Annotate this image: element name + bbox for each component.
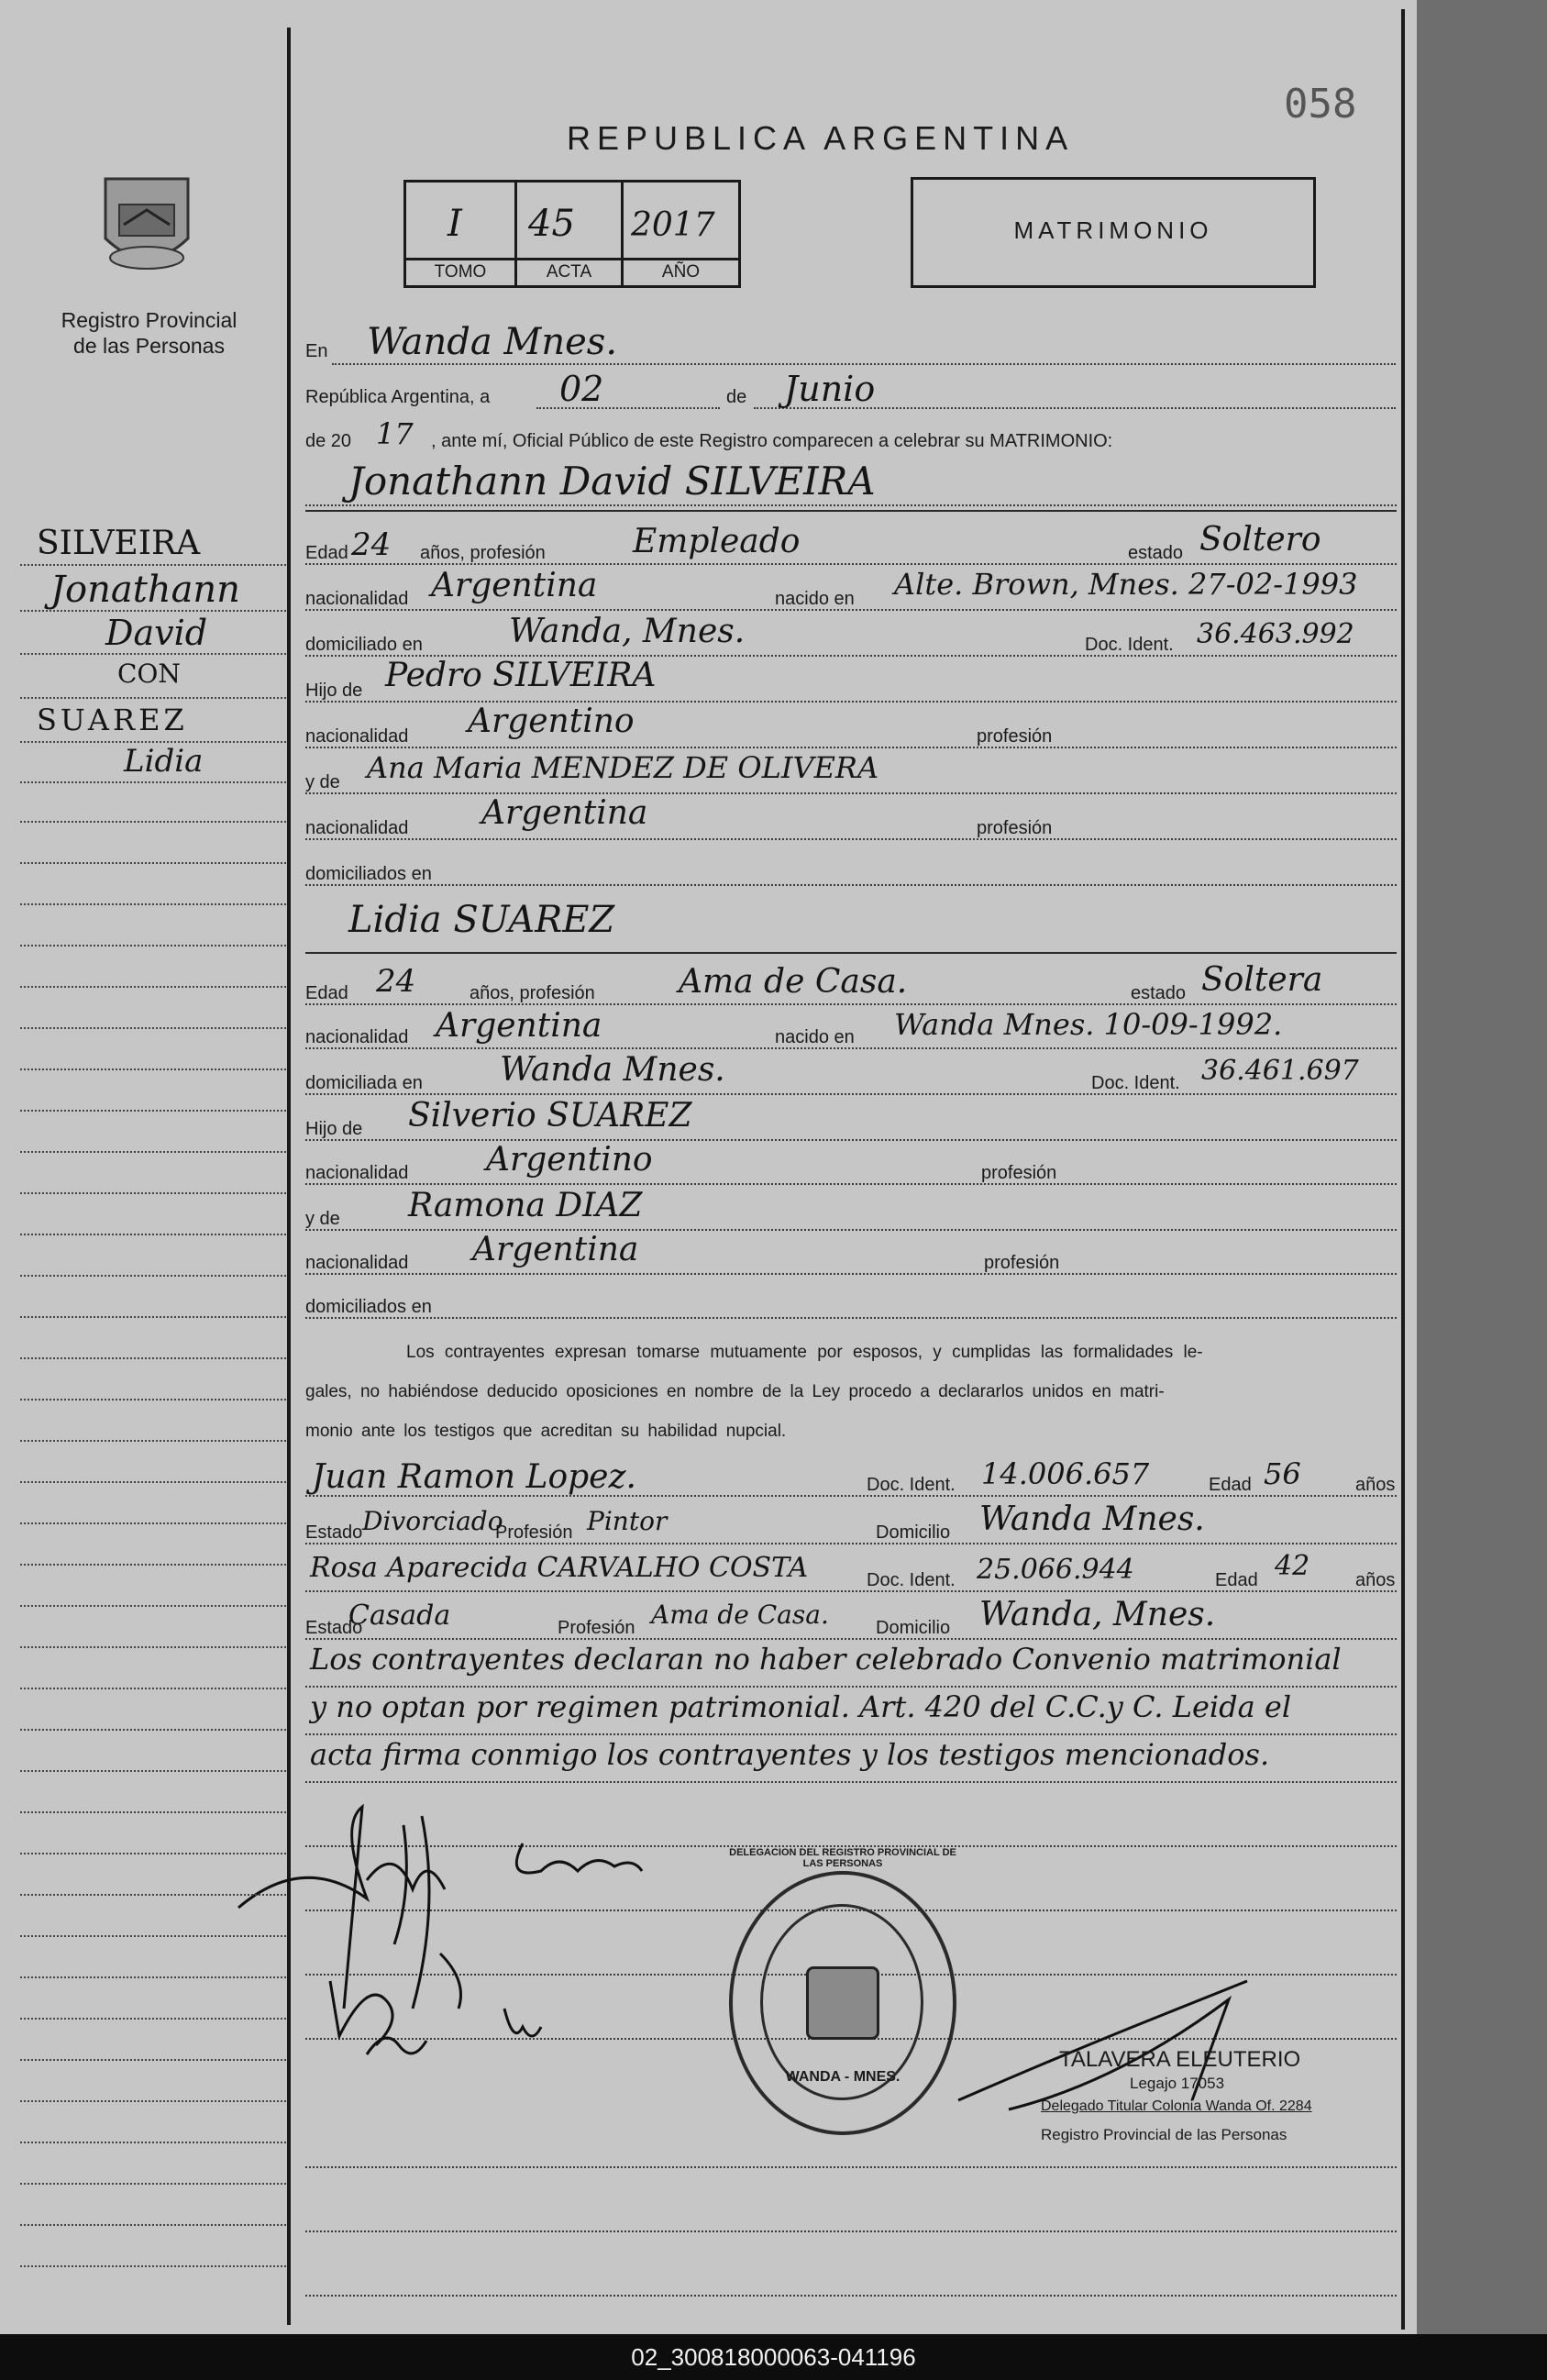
bride-doc: 36.461.697 [1201, 1055, 1359, 1087]
groom-nacido-label: nacido en [775, 589, 855, 609]
margin-line [20, 1770, 286, 1772]
groom-father-label: Hijo de [305, 681, 363, 701]
margin-line [20, 1729, 286, 1731]
groom-line2 [305, 609, 1397, 611]
bride-line5 [305, 1183, 1397, 1185]
witness1-name: Juan Ramon Lopez. [312, 1458, 636, 1496]
margin-line [20, 1688, 286, 1689]
note-line2-rule [305, 1733, 1397, 1735]
groom-doms-label: domiciliados en [305, 864, 432, 884]
note-line-2: y no optan por regimen patrimonial. Art. 420 del C.C.y C. Leida el [310, 1689, 1292, 1724]
margin-line [20, 1357, 286, 1359]
margin-con: CON [117, 659, 181, 689]
declaration-line-2: gales, no habiéndose deducido oposiciones en nombre de la Ley procedo a declararlos unidos en matri- [305, 1382, 1165, 1401]
page-number: 058 [1284, 81, 1357, 127]
bride-mother: Ramona DIAZ [408, 1187, 643, 1224]
margin-line [20, 1853, 286, 1854]
margin-line [20, 2142, 286, 2143]
witness1-domicile: Wanda Mnes. [979, 1500, 1205, 1538]
bride-prof-label: años, profesión [470, 983, 595, 1003]
witness1-doc: 14.006.657 [981, 1456, 1150, 1491]
witness2-estado-label: Estado [305, 1618, 363, 1638]
bride-name: Lidia SUAREZ [348, 899, 615, 941]
witness2-profession: Ama de Casa. [651, 1600, 829, 1630]
place-line [332, 363, 1396, 365]
bride-mother-nat: Argentina [472, 1231, 639, 1268]
margin-line [20, 1234, 286, 1235]
bride-age: 24 [376, 963, 416, 1000]
bride-mother-prof-label: profesión [984, 1253, 1060, 1273]
bride-edad-label: Edad [305, 983, 348, 1003]
margin-line [20, 1151, 286, 1153]
bride-doc-label: Doc. Ident. [1091, 1073, 1180, 1093]
witness2-line1 [305, 1590, 1397, 1592]
margin-given-3: Lidia [124, 743, 204, 780]
groom-line1 [305, 563, 1397, 565]
witness2-domicile: Wanda, Mnes. [979, 1596, 1216, 1633]
bride-father-nac-label: nacionalidad [305, 1163, 409, 1183]
witness2-anios-label: años [1355, 1570, 1396, 1590]
witness2-doc: 25.066.944 [977, 1554, 1134, 1586]
year-prefix: de 20 [305, 431, 352, 451]
margin-line [20, 1027, 286, 1029]
bride-line4 [305, 1139, 1397, 1141]
groom-father: Pedro SILVEIRA [385, 657, 657, 694]
blank-line-6 [305, 2231, 1397, 2232]
witness2-edad-label: Edad [1215, 1570, 1258, 1590]
official-role: Delegado Titular Colonia Wanda Of. 2284 [1041, 2098, 1312, 2114]
witness1-age: 56 [1264, 1456, 1301, 1491]
margin-line [20, 1605, 286, 1607]
groom-doc: 36.463.992 [1197, 618, 1354, 650]
groom-father-nat: Argentino [468, 703, 635, 740]
margin-line [20, 653, 286, 655]
bride-line3 [305, 1093, 1397, 1095]
groom-line5 [305, 747, 1397, 748]
day-value: 02 [559, 369, 604, 409]
stamp-ring-text: DELEGACION DEL REGISTRO PROVINCIAL DE LAS PERSONAS [729, 1847, 956, 1869]
place-value: Wanda Mnes. [367, 321, 618, 363]
en-label: En [305, 341, 328, 361]
margin-surname-2: SUAREZ [37, 703, 188, 737]
official-name: TALAVERA ELEUTERIO [1059, 2047, 1301, 2072]
margin-line [20, 697, 286, 699]
note-line-1: Los contrayentes declaran no haber celebrado Convenio matrimonial [310, 1642, 1342, 1677]
margin-line [20, 1935, 286, 1937]
groom-domicile: Wanda, Mnes. [509, 613, 746, 650]
official-legajo: Legajo 17053 [1130, 2075, 1225, 2092]
witness2-prof-label: Profesión [558, 1618, 635, 1638]
province-seal-icon [96, 170, 197, 280]
bride-domicile: Wanda Mnes. [500, 1051, 725, 1089]
groom-mother: Ana Maria MENDEZ DE OLIVERA [367, 750, 879, 785]
margin-line [20, 1440, 286, 1442]
declaration-line-1: Los contrayentes expresan tomarse mutuamente por esposos, y cumplidas las formalidades le- [406, 1343, 1203, 1362]
bride-line8 [305, 1317, 1397, 1319]
margin-given-1: Jonathann [50, 569, 240, 611]
margin-line [20, 1110, 286, 1112]
witness2-dom-label: Domicilio [876, 1618, 951, 1638]
bride-nacido-label: nacido en [775, 1027, 855, 1047]
margin-line [20, 2018, 286, 2020]
de-label: de [726, 387, 747, 407]
groom-name: Jonathann David SILVEIRA [348, 459, 876, 504]
registry-stamp [729, 1847, 956, 2135]
record-id-box [403, 180, 741, 288]
groom-doc-label: Doc. Ident. [1085, 635, 1174, 655]
margin-line [20, 1068, 286, 1070]
note-line-3: acta firma conmigo los contrayentes y los testigos mencionados. [310, 1737, 1270, 1772]
margin-line [20, 986, 286, 988]
bride-line6 [305, 1229, 1397, 1231]
act-type-box [911, 177, 1316, 288]
margin-line [20, 1192, 286, 1194]
declaration-line-3: monio ante los testigos que acreditan su habilidad nupcial. [305, 1422, 787, 1441]
signature-scribbles [229, 1770, 706, 2082]
margin-line [20, 1316, 286, 1318]
anio-label: AÑO [624, 258, 738, 282]
bride-estado-label: estado [1131, 983, 1187, 1003]
stamp-bottom-text: WANDA - MNES. [785, 2069, 901, 2085]
groom-father-nac-label: nacionalidad [305, 726, 409, 747]
groom-mother-nac-label: nacionalidad [305, 818, 409, 838]
acta-label: ACTA [517, 258, 621, 282]
bride-separator [305, 952, 1397, 954]
groom-line8 [305, 884, 1397, 886]
stamp-crest-icon [806, 1966, 879, 2040]
groom-mother-nat: Argentina [481, 794, 648, 832]
margin-line [20, 1481, 286, 1483]
witness1-line1 [305, 1495, 1397, 1497]
groom-age: 24 [351, 526, 392, 563]
bride-father: Silverio SUAREZ [408, 1097, 692, 1135]
bride-nationality: Argentina [436, 1007, 602, 1045]
acta-cell [517, 183, 624, 285]
groom-status: Soltero [1199, 521, 1321, 559]
groom-line7 [305, 838, 1397, 840]
bride-line2 [305, 1047, 1397, 1049]
margin-line [20, 2265, 286, 2267]
margin-line [20, 1522, 286, 1524]
groom-estado-label: estado [1128, 543, 1184, 563]
month-value: Junio [784, 369, 876, 409]
bride-mother-nac-label: nacionalidad [305, 1253, 409, 1273]
margin-surname-1: SILVEIRA [37, 525, 201, 562]
registry-name: Registro Provincial de las Personas [61, 308, 238, 358]
bride-father-prof-label: profesión [981, 1163, 1057, 1183]
margin-line [20, 2059, 286, 2061]
witness2-age: 42 [1275, 1550, 1310, 1582]
bride-profession: Ama de Casa. [679, 963, 908, 1001]
groom-father-prof-label: profesión [977, 726, 1053, 747]
witness1-line2 [305, 1543, 1397, 1544]
margin-line [20, 1564, 286, 1566]
country-title: REPUBLICA ARGENTINA [567, 119, 1075, 157]
bride-doms-label: domiciliados en [305, 1297, 432, 1317]
blank-line-7 [305, 2295, 1397, 2297]
intro-text: , ante mí, Oficial Público de este Registro comparecen a celebrar su MATRIMONIO: [431, 431, 1113, 451]
witness2-doc-label: Doc. Ident. [867, 1570, 956, 1590]
note-line1-rule [305, 1686, 1397, 1688]
bride-birth: Wanda Mnes. 10-09-1992. [894, 1007, 1283, 1042]
margin-line [20, 2183, 286, 2185]
witness1-edad-label: Edad [1209, 1475, 1252, 1495]
margin-line [20, 1811, 286, 1813]
witness1-status: Divorciado [362, 1506, 503, 1536]
groom-birth: Alte. Brown, Mnes. 27-02-1993 [894, 567, 1358, 602]
anio-cell [624, 183, 738, 285]
anio-value: 2017 [631, 206, 715, 244]
margin-given-2: David [105, 613, 208, 653]
margin-line [20, 903, 286, 905]
groom-profession: Empleado [633, 523, 801, 560]
bride-father-nat: Argentino [486, 1141, 653, 1179]
act-type-label: MATRIMONIO [1013, 216, 1213, 244]
bride-nac-label: nacionalidad [305, 1027, 409, 1047]
witness1-anios-label: años [1355, 1475, 1396, 1495]
margin-line [20, 945, 286, 946]
right-margin-rule [1401, 9, 1405, 2330]
bride-line1 [305, 1003, 1397, 1005]
margin-line [20, 1894, 286, 1896]
footer-code: 02_300818000063-041196 [631, 2343, 916, 2371]
margin-line [20, 564, 286, 566]
scan-footer [0, 2334, 1547, 2380]
margin-line [20, 821, 286, 823]
margin-line [20, 862, 286, 864]
tomo-cell [406, 183, 517, 285]
tomo-label: TOMO [406, 258, 514, 282]
groom-name-line [305, 504, 1397, 506]
tomo-value: I [448, 203, 462, 245]
groom-nac-label: nacionalidad [305, 589, 409, 609]
witness1-estado-label: Estado [305, 1522, 363, 1543]
blank-line-5 [305, 2166, 1397, 2168]
groom-mother-prof-label: profesión [977, 818, 1053, 838]
groom-separator [305, 510, 1397, 512]
bride-status: Soltera [1201, 961, 1323, 999]
margin-line [20, 2100, 286, 2102]
bride-father-label: Hijo de [305, 1119, 363, 1139]
witness2-name: Rosa Aparecida CARVALHO COSTA [310, 1552, 809, 1584]
witness2-line2 [305, 1638, 1397, 1640]
official-registry: Registro Provincial de las Personas [1041, 2126, 1287, 2143]
witness1-doc-label: Doc. Ident. [867, 1475, 956, 1495]
margin-line [20, 2224, 286, 2226]
groom-line6 [305, 792, 1397, 794]
witness1-prof-label: Profesión [495, 1522, 573, 1543]
groom-prof-label: años, profesión [420, 543, 546, 563]
margin-line [20, 781, 286, 783]
witness1-profession: Pintor [587, 1506, 668, 1536]
groom-mother-label: y de [305, 772, 340, 792]
margin-line [20, 1646, 286, 1648]
groom-edad-label: Edad [305, 543, 348, 563]
witness1-dom-label: Domicilio [876, 1522, 951, 1543]
bride-line7 [305, 1273, 1397, 1275]
bride-dom-label: domiciliada en [305, 1073, 423, 1093]
witness2-status: Casada [348, 1600, 451, 1632]
margin-line [20, 1275, 286, 1277]
acta-value: 45 [528, 203, 575, 245]
groom-nationality: Argentina [431, 567, 598, 604]
margin-line [20, 1399, 286, 1400]
bride-mother-label: y de [305, 1209, 340, 1229]
groom-dom-label: domiciliado en [305, 635, 423, 655]
republica-label: República Argentina, a [305, 387, 491, 407]
year-suffix: 17 [376, 416, 414, 451]
margin-line [20, 1976, 286, 1978]
